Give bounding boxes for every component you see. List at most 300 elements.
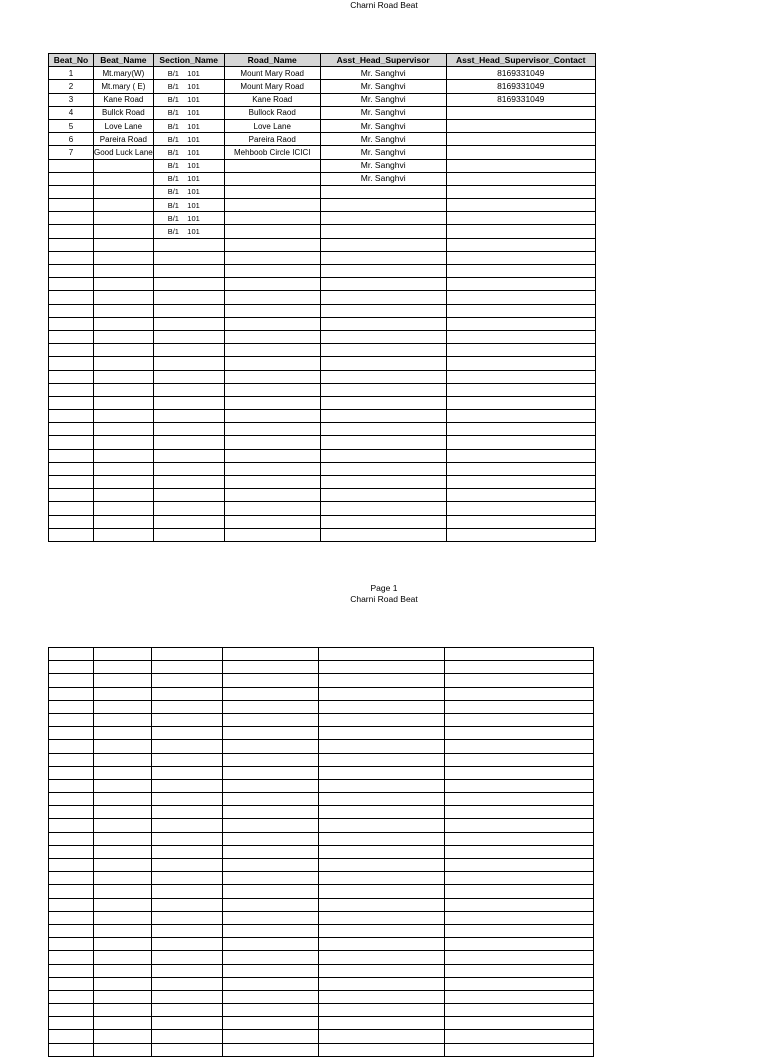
cell-section-name bbox=[153, 476, 224, 489]
cell-road-name bbox=[224, 159, 320, 172]
table-row bbox=[49, 687, 594, 700]
cell-beat-no bbox=[49, 885, 94, 898]
cell-supervisor bbox=[320, 383, 446, 396]
cell-road-name bbox=[223, 674, 319, 687]
cell-section-name bbox=[153, 396, 224, 409]
cell-supervisor bbox=[320, 278, 446, 291]
cell-contact bbox=[446, 291, 595, 304]
cell-road-name bbox=[223, 832, 319, 845]
cell-beat-name bbox=[94, 938, 152, 951]
cell-road-name bbox=[223, 885, 319, 898]
cell-road-name bbox=[224, 462, 320, 475]
cell-road-name bbox=[223, 845, 319, 858]
cell-section-name bbox=[152, 1004, 223, 1017]
table-row bbox=[49, 370, 596, 383]
cell-supervisor: Mr. Sanghvi bbox=[320, 106, 446, 119]
cell-section-name: B/1 101 bbox=[153, 199, 224, 212]
cell-beat-no bbox=[49, 449, 94, 462]
cell-road-name: Mount Mary Road bbox=[224, 80, 320, 93]
cell-beat-name bbox=[94, 911, 152, 924]
cell-contact bbox=[446, 106, 595, 119]
cell-beat-name bbox=[94, 251, 154, 264]
table-row bbox=[49, 251, 596, 264]
cell-section-name bbox=[153, 436, 224, 449]
table-row bbox=[49, 924, 594, 937]
cell-section-name bbox=[152, 1030, 223, 1043]
cell-beat-no bbox=[49, 740, 94, 753]
cell-supervisor bbox=[320, 199, 446, 212]
cell-section-name bbox=[153, 462, 224, 475]
cell-section-name bbox=[153, 291, 224, 304]
cell-beat-name: Bullck Road bbox=[94, 106, 154, 119]
cell-road-name bbox=[223, 766, 319, 779]
cell-supervisor: Mr. Sanghvi bbox=[320, 146, 446, 159]
table-row bbox=[49, 238, 596, 251]
table-row bbox=[49, 133, 596, 146]
table-row bbox=[49, 964, 594, 977]
cell-supervisor bbox=[319, 661, 445, 674]
cell-beat-name bbox=[94, 436, 154, 449]
cell-contact bbox=[446, 330, 595, 343]
cell-road-name bbox=[223, 740, 319, 753]
cell-section-name bbox=[152, 687, 223, 700]
cell-road-name bbox=[224, 212, 320, 225]
table-row bbox=[49, 67, 596, 80]
cell-contact bbox=[446, 251, 595, 264]
cell-section-name bbox=[152, 806, 223, 819]
table-row bbox=[49, 119, 596, 132]
cell-section-name bbox=[152, 832, 223, 845]
cell-supervisor bbox=[319, 1043, 445, 1056]
cell-road-name bbox=[224, 396, 320, 409]
cell-road-name bbox=[224, 423, 320, 436]
cell-beat-no bbox=[49, 661, 94, 674]
cell-supervisor bbox=[320, 528, 446, 541]
cell-beat-name bbox=[94, 476, 154, 489]
table-row bbox=[49, 898, 594, 911]
cell-beat-no bbox=[49, 528, 94, 541]
cell-beat-no: 4 bbox=[49, 106, 94, 119]
cell-section-name bbox=[153, 265, 224, 278]
table-row bbox=[49, 819, 594, 832]
cell-supervisor bbox=[319, 1030, 445, 1043]
cell-contact bbox=[446, 502, 595, 515]
cell-contact bbox=[445, 951, 594, 964]
cell-beat-no: 6 bbox=[49, 133, 94, 146]
cell-section-name bbox=[152, 700, 223, 713]
cell-beat-name bbox=[94, 528, 154, 541]
cell-contact bbox=[446, 119, 595, 132]
cell-beat-name bbox=[94, 304, 154, 317]
cell-contact bbox=[446, 410, 595, 423]
cell-beat-name: Love Lane bbox=[94, 119, 154, 132]
cell-road-name bbox=[223, 793, 319, 806]
cell-beat-name bbox=[94, 462, 154, 475]
cell-beat-name: Mt.mary(W) bbox=[94, 67, 154, 80]
cell-supervisor bbox=[319, 687, 445, 700]
cell-contact bbox=[445, 740, 594, 753]
column-header-beat-no: Beat_No bbox=[49, 54, 94, 67]
table-row bbox=[49, 515, 596, 528]
cell-section-name bbox=[152, 740, 223, 753]
cell-road-name bbox=[223, 1004, 319, 1017]
cell-beat-name bbox=[94, 172, 154, 185]
table-row bbox=[49, 212, 596, 225]
cell-supervisor: Mr. Sanghvi bbox=[320, 159, 446, 172]
cell-road-name: Mount Mary Road bbox=[224, 67, 320, 80]
cell-supervisor bbox=[320, 515, 446, 528]
cell-supervisor bbox=[319, 793, 445, 806]
cell-supervisor bbox=[320, 462, 446, 475]
table-row bbox=[49, 661, 594, 674]
table-row bbox=[49, 476, 596, 489]
cell-beat-no bbox=[49, 793, 94, 806]
cell-road-name bbox=[224, 330, 320, 343]
cell-section-name bbox=[153, 304, 224, 317]
cell-road-name bbox=[224, 278, 320, 291]
cell-road-name bbox=[224, 515, 320, 528]
table-row bbox=[49, 793, 594, 806]
cell-beat-no bbox=[49, 265, 94, 278]
cell-supervisor bbox=[319, 674, 445, 687]
table-row bbox=[49, 753, 594, 766]
cell-contact bbox=[446, 423, 595, 436]
cell-beat-name bbox=[94, 489, 154, 502]
cell-road-name: Love Lane bbox=[224, 119, 320, 132]
cell-road-name bbox=[224, 238, 320, 251]
cell-road-name bbox=[223, 713, 319, 726]
cell-beat-no bbox=[49, 344, 94, 357]
cell-road-name bbox=[224, 502, 320, 515]
cell-section-name bbox=[152, 753, 223, 766]
cell-beat-no bbox=[49, 423, 94, 436]
cell-section-name bbox=[152, 661, 223, 674]
cell-supervisor bbox=[320, 238, 446, 251]
column-header-asst-head-supervisor: Asst_Head_Supervisor bbox=[320, 54, 446, 67]
table-row bbox=[49, 766, 594, 779]
page-title: Charni Road Beat bbox=[350, 0, 418, 10]
cell-beat-no: 7 bbox=[49, 146, 94, 159]
cell-beat-name bbox=[94, 898, 152, 911]
table-row bbox=[49, 951, 594, 964]
table-row bbox=[49, 159, 596, 172]
cell-section-name bbox=[152, 779, 223, 792]
cell-section-name bbox=[152, 1043, 223, 1056]
cell-beat-no bbox=[49, 278, 94, 291]
cell-contact bbox=[445, 1030, 594, 1043]
cell-beat-no bbox=[49, 727, 94, 740]
cell-supervisor: Mr. Sanghvi bbox=[320, 67, 446, 80]
cell-supervisor bbox=[320, 357, 446, 370]
cell-road-name bbox=[223, 951, 319, 964]
cell-beat-name bbox=[94, 330, 154, 343]
cell-beat-no: 3 bbox=[49, 93, 94, 106]
cell-road-name bbox=[224, 317, 320, 330]
cell-section-name bbox=[153, 251, 224, 264]
cell-road-name bbox=[223, 779, 319, 792]
cell-supervisor: Mr. Sanghvi bbox=[320, 133, 446, 146]
cell-supervisor bbox=[319, 1004, 445, 1017]
cell-contact bbox=[445, 766, 594, 779]
cell-beat-no bbox=[49, 238, 94, 251]
cell-contact bbox=[446, 370, 595, 383]
cell-beat-name bbox=[94, 212, 154, 225]
cell-supervisor bbox=[320, 436, 446, 449]
table-row bbox=[49, 911, 594, 924]
cell-beat-name bbox=[94, 885, 152, 898]
table-row bbox=[49, 1017, 594, 1030]
cell-supervisor bbox=[320, 489, 446, 502]
cell-beat-no bbox=[49, 330, 94, 343]
table-row bbox=[49, 674, 594, 687]
cell-section-name: B/1 101 bbox=[153, 172, 224, 185]
cell-beat-no bbox=[49, 317, 94, 330]
cell-road-name bbox=[223, 859, 319, 872]
cell-supervisor bbox=[319, 740, 445, 753]
cell-supervisor bbox=[319, 951, 445, 964]
cell-supervisor bbox=[319, 700, 445, 713]
cell-beat-name bbox=[94, 410, 154, 423]
table-row bbox=[49, 1030, 594, 1043]
cell-road-name bbox=[224, 304, 320, 317]
cell-beat-no bbox=[49, 225, 94, 238]
cell-contact bbox=[445, 793, 594, 806]
cell-contact bbox=[445, 753, 594, 766]
cell-section-name bbox=[153, 383, 224, 396]
cell-section-name bbox=[153, 515, 224, 528]
table-row bbox=[49, 1043, 594, 1056]
cell-contact: 8169331049 bbox=[446, 80, 595, 93]
cell-beat-no bbox=[49, 357, 94, 370]
cell-section-name: B/1 101 bbox=[153, 146, 224, 159]
cell-road-name: Mehboob Circle ICICI bbox=[224, 146, 320, 159]
cell-road-name bbox=[223, 727, 319, 740]
cell-beat-no bbox=[49, 924, 94, 937]
cell-beat-name bbox=[94, 1030, 152, 1043]
table-row bbox=[49, 859, 594, 872]
cell-supervisor bbox=[319, 859, 445, 872]
column-header-asst-head-supervisor-contact: Asst_Head_Supervisor_Contact bbox=[446, 54, 595, 67]
cell-beat-name bbox=[94, 700, 152, 713]
table-row bbox=[49, 344, 596, 357]
cell-beat-no bbox=[49, 436, 94, 449]
beat-table-continued bbox=[48, 647, 594, 1057]
cell-beat-no bbox=[49, 951, 94, 964]
page-number: Page 1 bbox=[370, 583, 398, 593]
cell-contact bbox=[446, 357, 595, 370]
cell-section-name bbox=[153, 410, 224, 423]
cell-section-name: B/1 101 bbox=[153, 80, 224, 93]
beat-table bbox=[48, 53, 596, 542]
cell-contact bbox=[445, 898, 594, 911]
cell-beat-name bbox=[94, 740, 152, 753]
cell-beat-no bbox=[49, 964, 94, 977]
table-row bbox=[49, 938, 594, 951]
cell-beat-name bbox=[94, 199, 154, 212]
cell-section-name bbox=[152, 977, 223, 990]
table-row bbox=[49, 502, 596, 515]
cell-beat-no bbox=[49, 859, 94, 872]
table-row bbox=[49, 845, 594, 858]
cell-section-name bbox=[153, 489, 224, 502]
cell-supervisor: Mr. Sanghvi bbox=[320, 93, 446, 106]
cell-road-name bbox=[223, 1043, 319, 1056]
cell-supervisor bbox=[319, 964, 445, 977]
table-row bbox=[49, 383, 596, 396]
table-row bbox=[49, 317, 596, 330]
cell-beat-no bbox=[49, 674, 94, 687]
cell-contact bbox=[445, 872, 594, 885]
cell-section-name bbox=[153, 357, 224, 370]
cell-contact bbox=[445, 648, 594, 661]
cell-section-name bbox=[152, 1017, 223, 1030]
cell-road-name bbox=[224, 436, 320, 449]
cell-beat-name bbox=[94, 661, 152, 674]
cell-beat-name bbox=[94, 713, 152, 726]
table-row bbox=[49, 265, 596, 278]
cell-supervisor bbox=[319, 938, 445, 951]
cell-beat-name bbox=[94, 357, 154, 370]
cell-beat-no bbox=[49, 911, 94, 924]
cell-beat-name bbox=[94, 423, 154, 436]
cell-supervisor bbox=[320, 225, 446, 238]
cell-road-name bbox=[224, 370, 320, 383]
cell-contact bbox=[445, 1043, 594, 1056]
cell-beat-no bbox=[49, 1030, 94, 1043]
cell-road-name bbox=[224, 172, 320, 185]
cell-supervisor bbox=[319, 990, 445, 1003]
cell-section-name bbox=[152, 885, 223, 898]
cell-supervisor bbox=[319, 872, 445, 885]
cell-beat-name bbox=[94, 383, 154, 396]
cell-supervisor bbox=[320, 370, 446, 383]
table-row bbox=[49, 330, 596, 343]
cell-road-name bbox=[223, 1030, 319, 1043]
cell-contact bbox=[446, 146, 595, 159]
cell-road-name bbox=[223, 938, 319, 951]
cell-contact bbox=[446, 133, 595, 146]
cell-beat-name bbox=[94, 225, 154, 238]
cell-section-name bbox=[152, 898, 223, 911]
cell-contact bbox=[445, 964, 594, 977]
cell-beat-no bbox=[49, 1004, 94, 1017]
cell-supervisor bbox=[319, 885, 445, 898]
cell-contact bbox=[445, 1004, 594, 1017]
cell-section-name bbox=[152, 766, 223, 779]
cell-section-name bbox=[152, 727, 223, 740]
cell-beat-name bbox=[94, 185, 154, 198]
cell-beat-name bbox=[94, 872, 152, 885]
cell-beat-no bbox=[49, 502, 94, 515]
cell-section-name bbox=[152, 951, 223, 964]
cell-beat-name: Good Luck Lane bbox=[94, 146, 154, 159]
cell-beat-no bbox=[49, 291, 94, 304]
cell-supervisor bbox=[320, 476, 446, 489]
cell-supervisor: Mr. Sanghvi bbox=[320, 119, 446, 132]
table-row bbox=[49, 872, 594, 885]
cell-supervisor bbox=[319, 845, 445, 858]
table-row bbox=[49, 304, 596, 317]
cell-beat-name bbox=[94, 924, 152, 937]
cell-road-name bbox=[224, 383, 320, 396]
table-row bbox=[49, 713, 594, 726]
cell-beat-no bbox=[49, 977, 94, 990]
cell-contact bbox=[446, 344, 595, 357]
cell-beat-no: 1 bbox=[49, 67, 94, 80]
cell-section-name: B/1 101 bbox=[153, 185, 224, 198]
cell-beat-no bbox=[49, 304, 94, 317]
cell-section-name bbox=[152, 674, 223, 687]
cell-section-name bbox=[153, 330, 224, 343]
table-row bbox=[49, 832, 594, 845]
cell-section-name: B/1 101 bbox=[153, 212, 224, 225]
cell-road-name bbox=[224, 357, 320, 370]
cell-contact bbox=[446, 199, 595, 212]
cell-section-name bbox=[152, 872, 223, 885]
cell-supervisor bbox=[319, 924, 445, 937]
cell-beat-name bbox=[94, 951, 152, 964]
cell-beat-no bbox=[49, 832, 94, 845]
cell-contact bbox=[445, 938, 594, 951]
cell-road-name: Kane Road bbox=[224, 93, 320, 106]
cell-beat-name bbox=[94, 779, 152, 792]
cell-beat-no bbox=[49, 251, 94, 264]
cell-beat-name bbox=[94, 727, 152, 740]
cell-contact bbox=[446, 265, 595, 278]
cell-section-name bbox=[152, 819, 223, 832]
table-row bbox=[49, 1004, 594, 1017]
cell-road-name bbox=[224, 291, 320, 304]
cell-beat-no bbox=[49, 462, 94, 475]
cell-supervisor bbox=[320, 304, 446, 317]
cell-contact bbox=[446, 278, 595, 291]
cell-supervisor bbox=[319, 911, 445, 924]
cell-supervisor bbox=[319, 977, 445, 990]
cell-beat-name: Pareira Road bbox=[94, 133, 154, 146]
cell-contact bbox=[446, 212, 595, 225]
cell-supervisor bbox=[320, 344, 446, 357]
cell-road-name bbox=[223, 1017, 319, 1030]
cell-contact bbox=[445, 713, 594, 726]
cell-road-name bbox=[223, 700, 319, 713]
cell-road-name bbox=[223, 964, 319, 977]
cell-supervisor bbox=[320, 410, 446, 423]
cell-beat-name bbox=[94, 265, 154, 278]
cell-beat-no bbox=[49, 753, 94, 766]
cell-section-name: B/1 101 bbox=[153, 225, 224, 238]
cell-section-name bbox=[153, 278, 224, 291]
table-row bbox=[49, 740, 594, 753]
cell-road-name bbox=[224, 476, 320, 489]
cell-beat-no bbox=[49, 489, 94, 502]
cell-road-name bbox=[223, 990, 319, 1003]
cell-section-name bbox=[153, 317, 224, 330]
column-header-road-name: Road_Name bbox=[224, 54, 320, 67]
cell-contact bbox=[445, 700, 594, 713]
table-header-row bbox=[49, 54, 596, 67]
cell-section-name: B/1 101 bbox=[153, 133, 224, 146]
table-row bbox=[49, 449, 596, 462]
table-row bbox=[49, 528, 596, 541]
cell-supervisor bbox=[320, 251, 446, 264]
cell-beat-name bbox=[94, 238, 154, 251]
beat-table-continued-body bbox=[49, 648, 594, 1057]
cell-contact bbox=[446, 317, 595, 330]
cell-beat-no bbox=[49, 766, 94, 779]
column-header-beat-name: Beat_Name bbox=[94, 54, 154, 67]
cell-beat-no bbox=[49, 410, 94, 423]
cell-supervisor: Mr. Sanghvi bbox=[320, 80, 446, 93]
